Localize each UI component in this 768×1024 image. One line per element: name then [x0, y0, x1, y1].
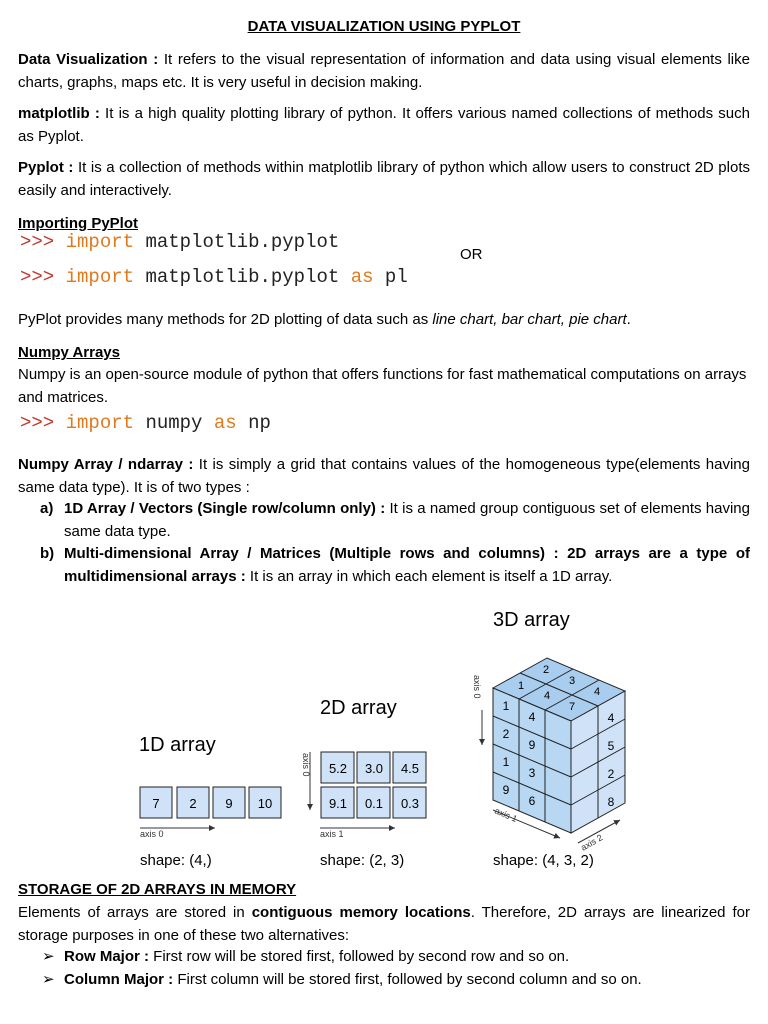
term-row-major: Row Major : [64, 948, 149, 965]
para-text: PyPlot provides many methods for 2D plotting of data such as [18, 311, 433, 328]
cell-3d-value: 4 [528, 710, 536, 724]
axis-0-label: axis 0 [301, 753, 311, 777]
term-data-visualization: Data Visualization : [18, 51, 159, 68]
para-pyplot [18, 157, 750, 202]
bullet-arrow-icon: ➢ [42, 971, 55, 988]
para-end: . [626, 311, 631, 328]
cell-1d-value: 10 [257, 796, 273, 811]
cell-2d-value: 3.0 [364, 761, 384, 776]
diagram-2d-array [301, 697, 426, 869]
heading-numpy-arrays: Numpy Arrays [18, 344, 120, 361]
code-line-import-numpy [20, 412, 271, 434]
shape-3d: shape: (4, 3, 2) [493, 852, 594, 869]
code-line-import-pyplot [20, 231, 339, 253]
cell-3d-top-value: 4 [593, 686, 601, 698]
cell-3d-side-value: 8 [607, 795, 615, 809]
array-diagram [0, 595, 768, 880]
code-line-import-pyplot-as [20, 266, 408, 288]
axis-1-label: axis 1 [320, 829, 344, 839]
cell-3d-value: 9 [502, 783, 510, 797]
term-pyplot: Pyplot : [18, 159, 74, 176]
bullet-row-major [42, 946, 569, 969]
list-item-multi-array [40, 543, 750, 588]
para-text: It is simply a grid that contains values of the homogeneous type(elements having same data type). It is of two types : [18, 456, 750, 496]
item-text: It is a named group contiguous set of elements having same data type. [64, 500, 750, 540]
axis-0-label: axis 0 [472, 675, 482, 699]
cell-3d-value: 1 [502, 755, 510, 769]
code-prompt: >>> [20, 412, 55, 434]
code-keyword: import [65, 231, 135, 253]
cell-3d-side-value: 4 [607, 711, 615, 725]
cell-3d-top-value: 2 [542, 664, 550, 676]
code-module: matplotlib.pyplot [145, 231, 340, 253]
para-matplotlib [18, 103, 750, 148]
code-alias: pl [384, 266, 408, 288]
bullet-text: First column will be stored first, followed by second column and so on. [173, 971, 642, 988]
axis-2-label: axis 2 [579, 832, 605, 853]
term-column-major: Column Major : [64, 971, 174, 988]
code-keyword-as: as [213, 412, 237, 434]
cell-3d-top-value: 1 [517, 680, 525, 692]
bullet-text: First row will be stored first, followed by second row and so on. [149, 948, 570, 965]
para-text: It is a collection of methods within matplotlib library of python which allow users to construct 2D plots easily and interactively. [18, 159, 750, 199]
label-2d-array: 2D array [320, 697, 397, 719]
page-title: DATA VISUALIZATION USING PYPLOT [247, 18, 521, 35]
para-text: . Therefore, 2D arrays are linearized for storage purposes in one of these two alternatives: [18, 904, 750, 944]
heading-storage: STORAGE OF 2D ARRAYS IN MEMORY [18, 881, 297, 898]
cell-3d-value: 1 [502, 699, 510, 713]
diagram-3d-array [472, 609, 625, 869]
label-1d-array: 1D array [139, 734, 216, 756]
para-ndarray [18, 454, 750, 499]
term-matplotlib: matplotlib : [18, 105, 100, 122]
para-storage [18, 902, 750, 947]
cell-3d-top-value: 4 [543, 690, 551, 702]
cell-3d-value: 2 [502, 727, 510, 741]
code-alias: np [248, 412, 271, 434]
term-multi-array: Multi-dimensional Array / Matrices (Multiple rows and columns) : 2D arrays are a type of multidimensional arrays : [64, 545, 750, 585]
code-module: numpy [145, 412, 203, 434]
axis-0-label: axis 0 [140, 829, 164, 839]
code-keyword: import [65, 412, 135, 434]
cell-2d-value: 9.1 [328, 796, 348, 811]
chart-types: line chart, bar chart, pie chart [432, 311, 627, 328]
cell-2d-value: 0.3 [400, 796, 420, 811]
bullet-arrow-icon: ➢ [42, 948, 55, 965]
code-module: matplotlib.pyplot [145, 266, 340, 288]
item-text: It is an array in which each element is itself a 1D array. [245, 567, 613, 585]
cell-2d-value: 0.1 [364, 796, 384, 811]
shape-2d: shape: (2, 3) [320, 852, 405, 869]
or-label: OR [460, 246, 483, 263]
cell-1d-value: 9 [225, 796, 233, 811]
code-keyword: import [65, 266, 135, 288]
term-contiguous: contiguous memory locations [251, 904, 471, 921]
cell-3d-top-value: 3 [568, 675, 576, 687]
para-pyplot-methods [18, 309, 750, 332]
para-numpy: Numpy is an open-source module of python that offers functions for fast mathematical computations on arrays and matrices. [18, 366, 747, 406]
list-label: a) [40, 500, 54, 517]
cell-3d-value: 6 [528, 794, 536, 808]
term-ndarray: Numpy Array / ndarray : [18, 456, 194, 473]
term-1d-array: 1D Array / Vectors (Single row/column only) : [64, 500, 386, 517]
shape-1d: shape: (4,) [140, 852, 212, 869]
cell-3d-side-value: 2 [607, 767, 615, 781]
cell-2d-value: 4.5 [400, 761, 420, 776]
cell-3d-value: 3 [528, 766, 536, 780]
axis-1-label: axis 1 [493, 805, 519, 825]
diagram-1d-array [139, 734, 281, 869]
para-data-visualization [18, 49, 750, 94]
cell-1d-value: 7 [152, 796, 160, 811]
cell-3d-top-value: 7 [568, 701, 576, 713]
list-label: b) [40, 545, 55, 562]
cell-1d-value: 2 [189, 796, 197, 811]
para-text: It is a high quality plotting library of python. It offers various named collections of methods such as Pyplot. [18, 105, 750, 145]
para-text: Elements of arrays are stored in [18, 904, 252, 921]
code-keyword-as: as [350, 266, 374, 288]
code-prompt: >>> [20, 266, 55, 288]
bullet-column-major [42, 969, 642, 992]
cell-3d-side-value: 5 [607, 739, 615, 753]
para-text: It refers to the visual representation of information and data using visual elements like charts, graphs, maps etc. It is very useful in decision making. [18, 51, 750, 91]
code-prompt: >>> [20, 231, 55, 253]
list-item-1d-array [40, 498, 750, 543]
heading-importing-pyplot: Importing PyPlot [18, 215, 138, 232]
label-3d-array: 3D array [493, 609, 570, 631]
cell-2d-value: 5.2 [328, 761, 348, 776]
cell-3d-value: 9 [528, 738, 536, 752]
